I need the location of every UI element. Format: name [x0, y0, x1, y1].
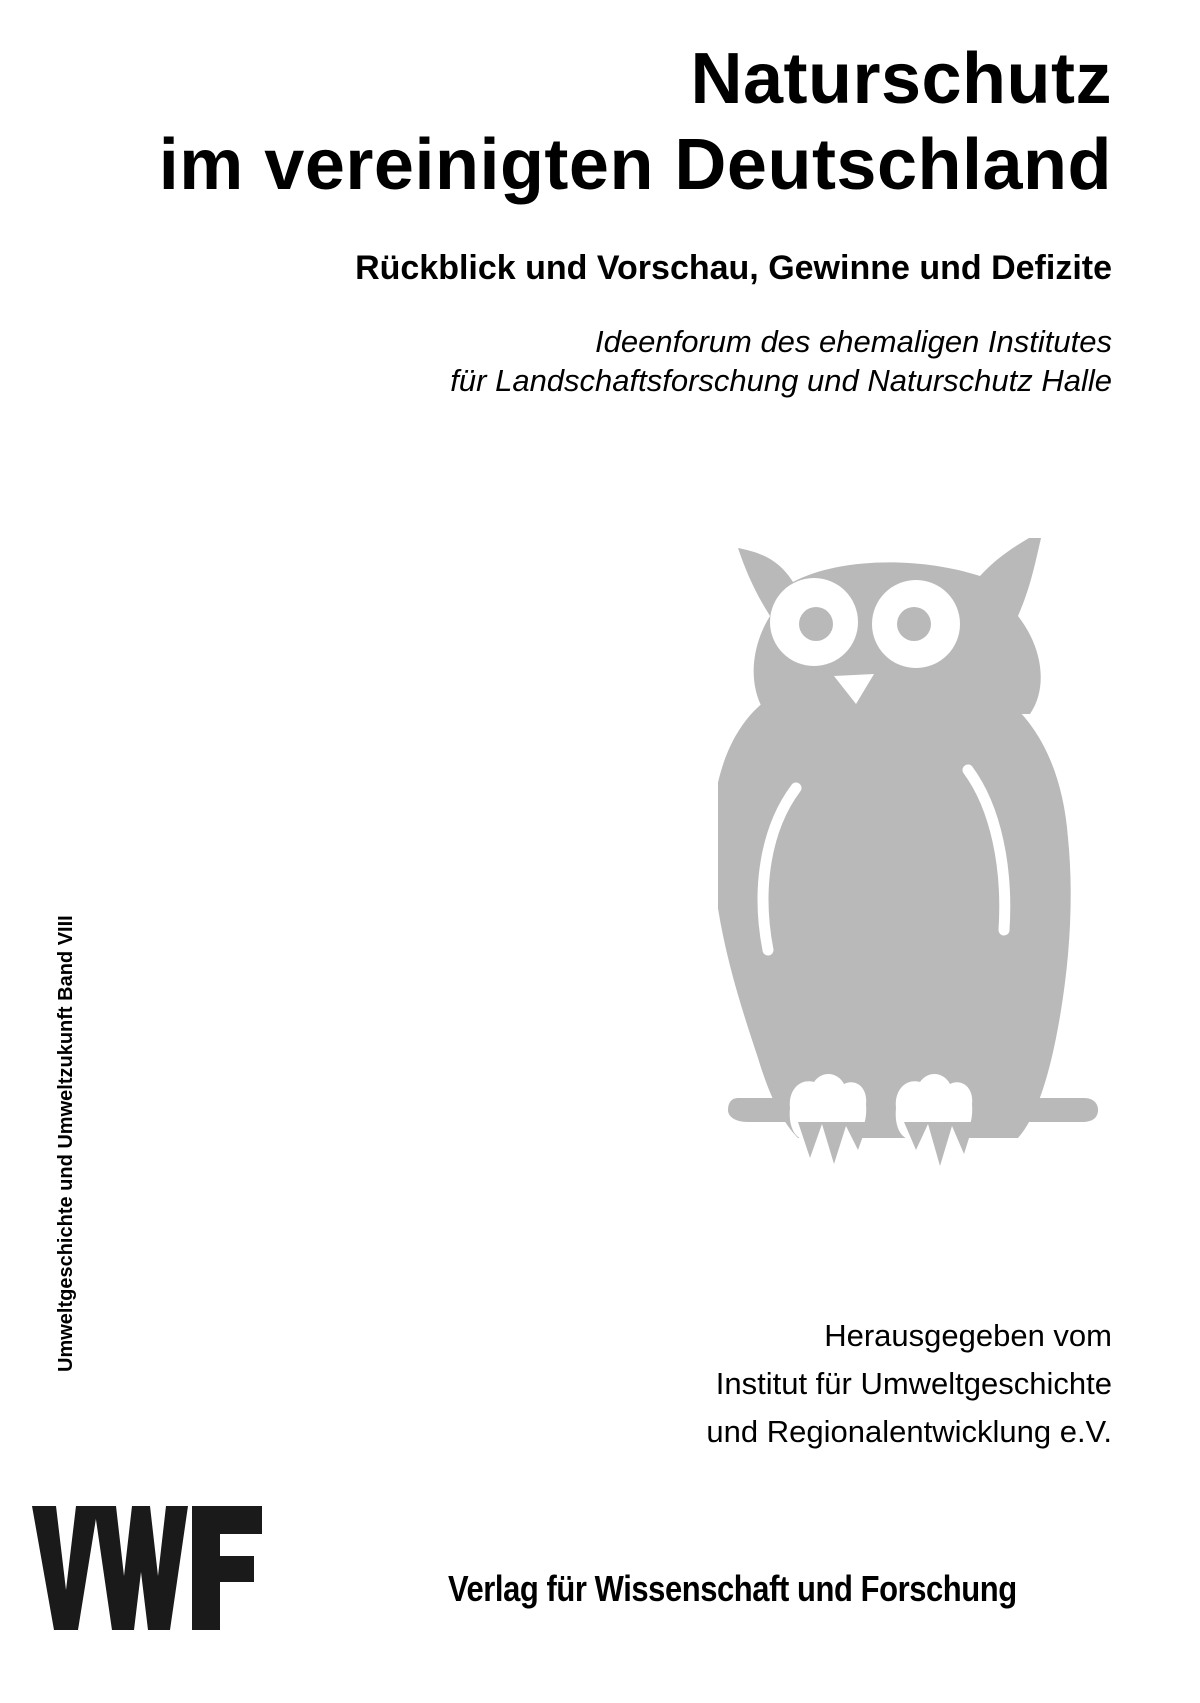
publisher-line-2: Institut für Umweltgeschichte	[715, 1366, 1112, 1401]
vwf-logo-icon	[32, 1506, 262, 1630]
series-spine-text: Umweltgeschichte und Umweltzukunft Band VIII	[55, 915, 77, 1372]
publisher-line-3: und Regionalentwicklung e.V.	[706, 1414, 1112, 1449]
publisher-line-1: Herausgegeben vom	[824, 1318, 1112, 1353]
publisher-block	[706, 1312, 1112, 1456]
owl-icon	[718, 538, 1098, 1268]
book-subtitle: Rückblick und Vorschau, Gewinne und Defizite	[355, 249, 1112, 287]
forum-line-1: Ideenforum des ehemaligen Institutes	[595, 324, 1112, 359]
title-line-1: Naturschutz	[690, 39, 1112, 119]
book-title	[62, 36, 1112, 208]
forum-description	[450, 322, 1112, 400]
forum-line-2: für Landschaftsforschung und Naturschutz Halle	[450, 363, 1112, 398]
publisher-name: Verlag für Wissenschaft und Forschung	[448, 1568, 1017, 1609]
title-line-2: im vereinigten Deutschland	[158, 125, 1112, 205]
